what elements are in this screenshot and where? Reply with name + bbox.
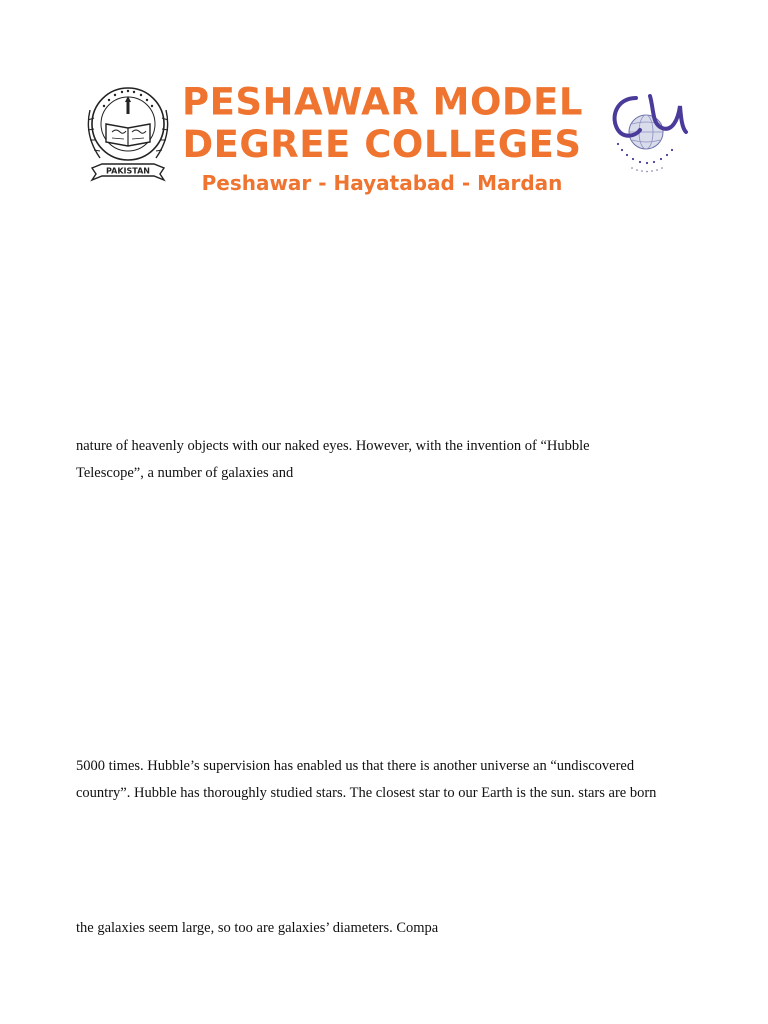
college-name-line1: PESHAWAR MODEL xyxy=(182,79,583,124)
letterhead-banner xyxy=(82,79,692,195)
college-locations: Peshawar - Hayatabad - Mardan xyxy=(201,171,563,195)
college-name-line2: DEGREE COLLEGES xyxy=(182,123,582,166)
city-university-logo xyxy=(606,84,692,184)
college-crest-logo xyxy=(82,80,174,192)
paragraph-line: country”. Hubble has thoroughly studied stars. The closest star to our Earth is the sun. stars are born xyxy=(76,785,657,801)
paragraph-galaxies xyxy=(76,915,696,942)
paragraph-hubble-intro xyxy=(76,433,696,487)
letterhead-title-block xyxy=(182,79,583,195)
paragraph-line: the galaxies seem large, so too are galaxies’ diameters. Compa xyxy=(76,920,439,936)
crest-ribbon-text: PAKISTAN xyxy=(106,166,150,176)
paragraph-line: 5000 times. Hubble’s supervision has enabled us that there is another universe an “undiscovered xyxy=(76,758,635,774)
paragraph-line: Telescope”, a number of galaxies and xyxy=(76,465,294,481)
paragraph-line: nature of heavenly objects with our naked eyes. However, with the invention of “Hubble xyxy=(76,438,590,454)
paragraph-hubble-stars xyxy=(76,753,696,807)
